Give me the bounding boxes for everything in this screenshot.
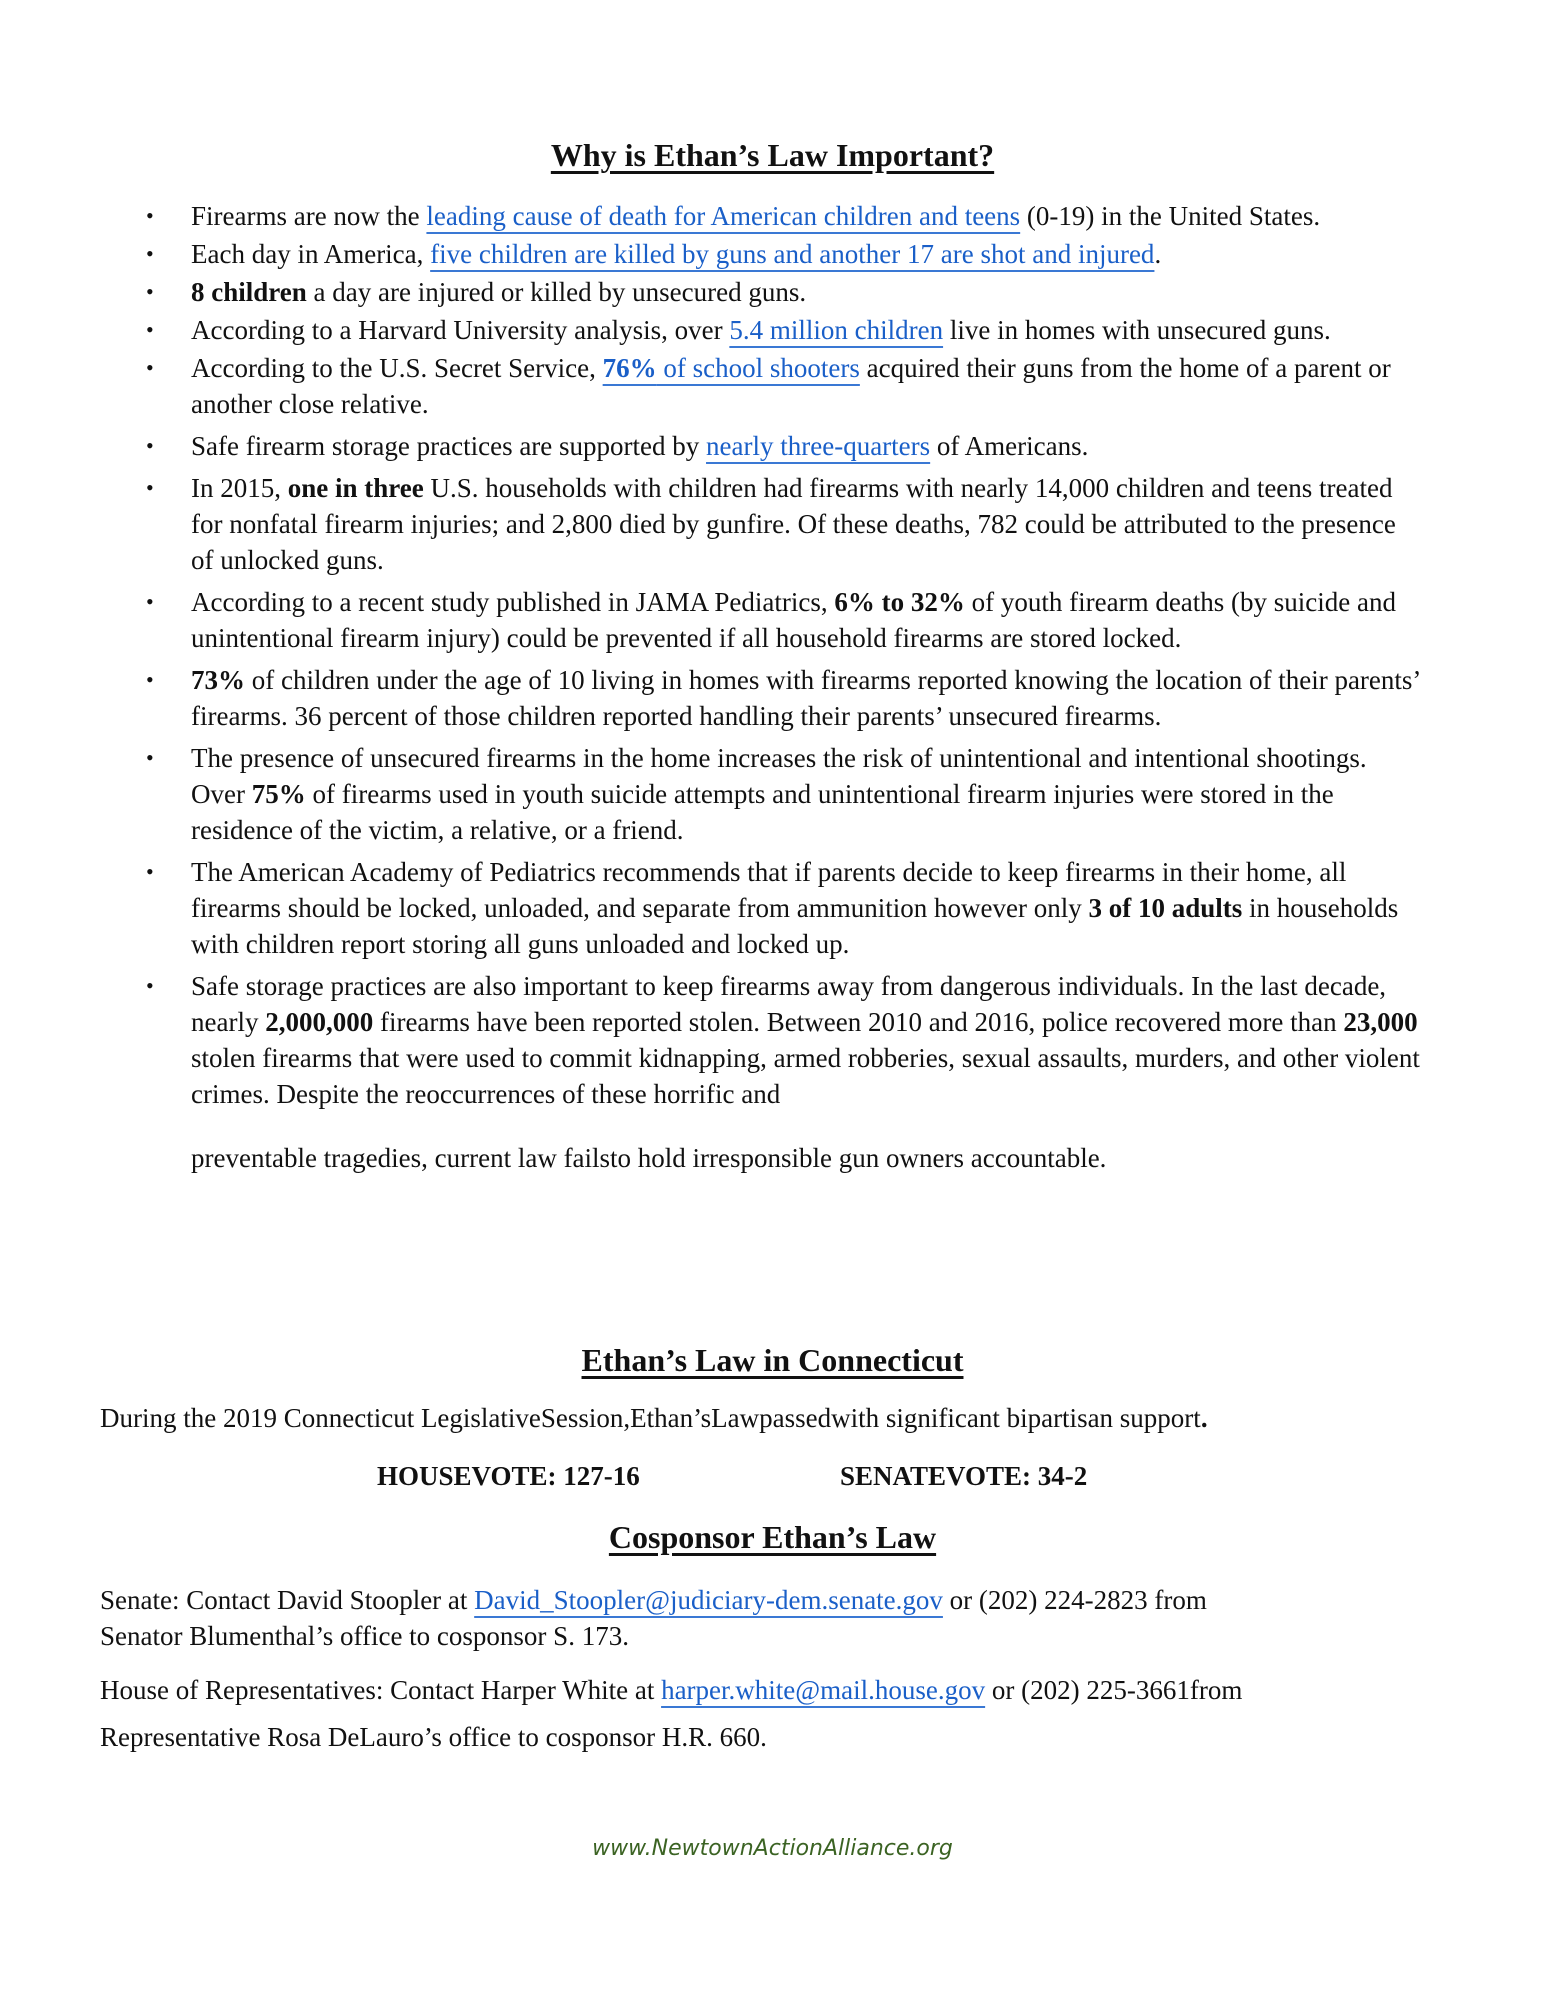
- bullet-icon: •: [146, 745, 154, 770]
- bullet-icon: •: [146, 667, 154, 692]
- link-5-4-million-children[interactable]: 5.4 million children: [729, 315, 944, 345]
- section-heading-connecticut: Ethan’s Law in Connecticut: [581, 1342, 964, 1378]
- link-school-shooters[interactable]: 76% of school shooters: [602, 353, 860, 383]
- list-item: • Safe firearm storage practices are supported by nearly three-quarters of Americans.: [0, 428, 1421, 464]
- bullet-icon: •: [146, 589, 154, 614]
- bullet-icon: •: [146, 973, 154, 998]
- house-email-link[interactable]: harper.white@mail.house.gov: [661, 1675, 986, 1705]
- connecticut-summary: During the 2019 Connecticut LegislativeSession,Ethan’sLawpassedwith significant bipartisan support.: [100, 1403, 1208, 1433]
- bullet-icon: •: [146, 279, 154, 304]
- list-item: • Each day in America, five children are killed by guns and another 17 are shot and injured.: [0, 236, 1421, 272]
- house-contact-line1: House of Representatives: Contact Harper White at harper.white@mail.house.gov or (202) 225-3661from: [100, 1675, 1243, 1705]
- list-item: • According to a recent study published in JAMA Pediatrics, 6% to 32% of youth firearm deaths (by suicide and unintentional firearm injury) could be prevented if all household firearms are stored locked.: [0, 584, 1421, 656]
- bullet-icon: •: [146, 475, 154, 500]
- importance-bullet-list: [0, 198, 1545, 1178]
- bullet-icon: •: [146, 355, 154, 380]
- section-heading-why-important: Why is Ethan’s Law Important?: [550, 137, 995, 173]
- senate-contact-line2: Senator Blumenthal’s office to cosponsor S. 173.: [100, 1621, 629, 1651]
- senate-contact-line1: Senate: Contact David Stoopler at David_Stoopler@judiciary-dem.senate.gov or (202) 224-2823 from: [100, 1585, 1207, 1615]
- house-vote: HOUSEVOTE: 127-16: [377, 1461, 640, 1491]
- link-leading-cause-of-death[interactable]: leading cause of death for American children and teens: [426, 201, 1021, 231]
- section-heading-cosponsor: Cosponsor Ethan’s Law: [608, 1519, 937, 1555]
- list-item: • The presence of unsecured firearms in the home increases the risk of unintentional and intentional shootings. Over 75% of firearms used in youth suicide attempts and unintentional firearm injuries were stored in the residence of the victim, a relative, or a friend.: [0, 740, 1421, 848]
- senate-email-link[interactable]: David_Stoopler@judiciary-dem.senate.gov: [474, 1585, 943, 1615]
- link-nearly-three-quarters[interactable]: nearly three-quarters: [706, 431, 931, 461]
- list-item: • The American Academy of Pediatrics recommends that if parents decide to keep firearms in their home, all firearms should be locked, unloaded, and separate from ammunition however only 3 of 10 adults in households with children report storing all guns unloaded and locked up.: [0, 854, 1421, 962]
- list-item: • Firearms are now the leading cause of death for American children and teens (0-19) in the United States.: [0, 198, 1421, 234]
- house-contact-line2: Representative Rosa DeLauro’s office to cosponsor H.R. 660.: [100, 1722, 767, 1752]
- list-item: • Safe storage practices are also important to keep firearms away from dangerous individuals. In the last decade, nearly 2,000,000 firearms have been reported stolen. Between 2010 and 2016, police recovered more than 23,000 stolen firearms that were used to commit kidnapping, armed robberies, sexual assaults, murders, and other violent crimes. Despite the reoccurrences of these horrific and preventable tragedies, current law failsto hold irresponsible gun owners accountable.: [0, 968, 1421, 1176]
- list-item: • 73% of children under the age of 10 living in homes with firearms reported knowing the location of their parents’ firearms. 36 percent of those children reported handling their parents’ unsecured firearms.: [0, 662, 1421, 734]
- bullet-icon: •: [146, 317, 154, 342]
- list-item: • According to the U.S. Secret Service, 76% of school shooters acquired their guns from the home of a parent or another close relative.: [0, 350, 1421, 422]
- list-item: • According to a Harvard University analysis, over 5.4 million children live in homes with unsecured guns.: [0, 312, 1421, 348]
- footer-website: www.NewtownActionAlliance.org: [592, 1836, 953, 1861]
- link-five-children-killed[interactable]: five children are killed by guns and another 17 are shot and injured: [430, 239, 1155, 269]
- bullet-icon: •: [146, 241, 154, 266]
- list-item: • In 2015, one in three U.S. households with children had firearms with nearly 14,000 children and teens treated for nonfatal firearm injuries; and 2,800 died by gunfire. Of these deaths, 782 could be attributed to the presence of unlocked guns.: [0, 470, 1421, 578]
- bullet-icon: •: [146, 859, 154, 884]
- bullet-icon: •: [146, 203, 154, 228]
- list-item: • 8 children a day are injured or killed by unsecured guns.: [0, 274, 1421, 310]
- bullet-icon: •: [146, 433, 154, 458]
- senate-vote: SENATEVOTE: 34-2: [840, 1461, 1088, 1491]
